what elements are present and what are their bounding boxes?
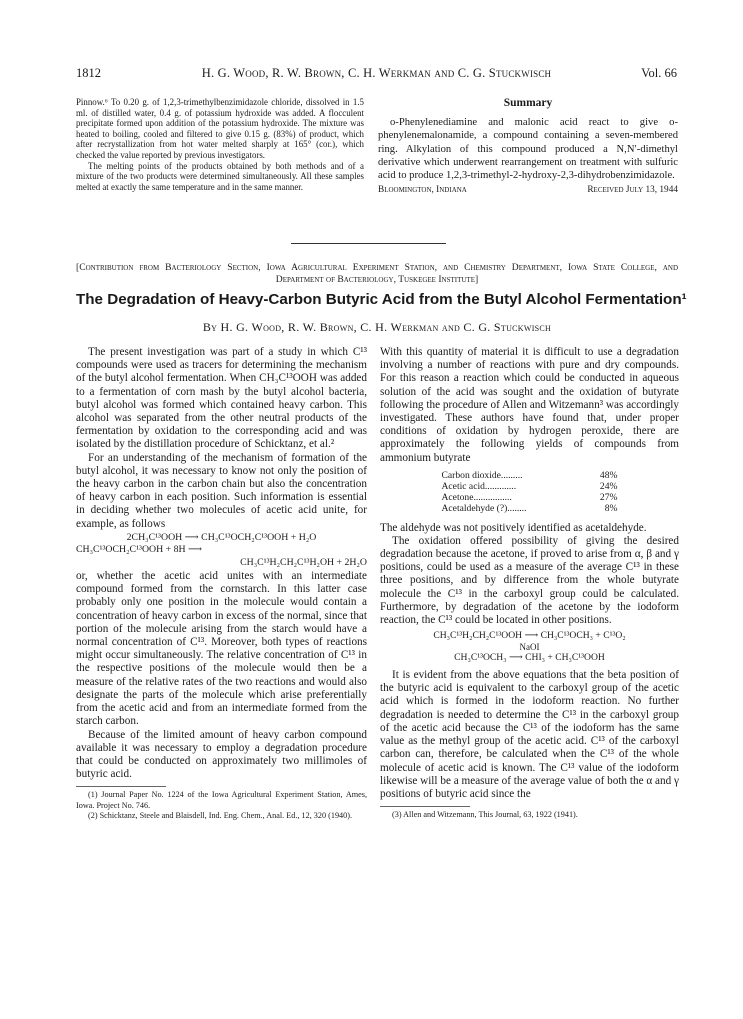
- yield-value: 27%: [599, 492, 618, 504]
- body-paragraph: or, whether the acetic acid unites with an intermediate compound formed from the cornstarch. In this latter case probably only one position in the molecule would contain a concentration of heavy carbon in excess of the normal, since that portion of the molecule arising from the starch would have a normal concentration of C¹³. Moreover, both types of reactions might occur simultaneously. The relative concentration of C¹³ in the respective positions of the molecule would then be a measure of the relative rates of the two reactions and would also designate the parts of the molecule which arise preferentially from the acetic acid and from an intermediate formed from the starch carbon.: [76, 570, 367, 728]
- yield-row: [442, 481, 618, 492]
- yields-table: [442, 470, 618, 515]
- yield-label: Acetone................: [441, 492, 512, 504]
- summary-heading: Summary: [503, 97, 553, 109]
- body-paragraph: The present investigation was part of a study in which C¹³ compounds were used as tracers for determining the mechanism of the butyl alcohol fermentation. When CH₃C¹³OOH was added to a fermentation of corn mash by the butyl alcohol bacteria, butyl alcohol was formed which contained heavy carbon. This alcohol was separated from the other neutral products of the fermentation by oxidation to the corresponding acid and was isolated by the distillation procedure of Schicktanz, et al.²: [76, 346, 367, 451]
- previous-article-end: [76, 97, 364, 192]
- right-column: [380, 346, 679, 820]
- yield-row: [442, 492, 618, 503]
- yield-row: [442, 470, 618, 481]
- yield-label: Carbon dioxide.........: [441, 469, 523, 481]
- volume-label: Vol. 66: [641, 66, 677, 80]
- summary-footer: [378, 184, 678, 197]
- equation-block: [76, 532, 367, 569]
- body-paragraph: It is evident from the above equations that the beta position of the butyric acid is equivalent to the carboxyl group of the acetic acid which is formed in the iodoform reaction. No further degradation is needed to determine the C¹³ in the carboxyl group of the acetic acid because the C¹³ of the iodoform has the same value as the methyl group of the acetic acid. C¹³ of the carboxyl carbon can, therefore, be calculated when the C¹³ of the whole molecule of acetic acid is known. The C¹³ value of the iodoform likewise will be a measure of the average value of both the α and γ positions of butyric acid since the: [380, 669, 679, 800]
- yield-value: 24%: [599, 481, 618, 493]
- body-paragraph: For an understanding of the mechanism of formation of the butyl alcohol, it was necessary to know not only the position of the heavy carbon in the carbon chain but also the concentration of heavy carbon in each position. Such information is essential in deciding whether two molecules of acetic acid unite, for example, as follows: [76, 451, 367, 530]
- prev-paragraph-1: Pinnow.⁶ To 0.20 g. of 1,2,3-trimethylbenzimidazole chloride, dissolved in 1.5 ml. of distilled water, 0.4 g. of potassium hydroxide was added. A flocculent precipitate formed upon addition of the potassium hydroxide. The mixture was heated to boiling, cooled and filtered to give 0.15 g. (83%) of product, which after recrystallization from hot water melted sharply at 165° (cor.), which checked the value reported by previous investigators.: [76, 97, 364, 160]
- equation: CH₃C¹³H₂CH₂C¹³H₂OH + 2H₂O: [240, 556, 367, 568]
- contribution-note: [Contribution from Bacteriology Section, Iowa Agricultural Experiment Station, and Chemistry Department, Iowa State College, and Department of Bacteriology, Tuskegee Institute]: [76, 262, 678, 286]
- body-paragraph: The oxidation offered possibility of giving the desired degradation because the acetone, if proved to arise from α, β and γ positions, could be used as a measure of the average C¹³ in these three positions, and by difference from the whole butyrate molecule the C¹³ in the carboxyl group could be calculated. Furthermore, by degradation of the acetone by the iodoform reaction, the C¹³ could be located in other positions.: [380, 534, 679, 627]
- yield-value: 8%: [604, 503, 618, 515]
- page-number: 1812: [76, 66, 101, 80]
- equation: CH₃C¹³H₂CH₂C¹³OOH ⟶ CH₃C¹³OCH₃ + C¹³O₂: [433, 630, 626, 642]
- equation: CH₃C¹³OCH₃ ⟶ CHI₃ + CH₃C¹³OOH: [454, 651, 605, 663]
- page-header: [76, 66, 677, 84]
- body-paragraph: Because of the limited amount of heavy carbon compound available it was necessary to employ a degradation procedure that could be conducted on approximately two millimoles of butyric acid.: [76, 728, 367, 781]
- body-paragraph: With this quantity of material it is difficult to use a degradation involving a number of reactions with pure and dry compounds. For this reason a reaction which could be conducted in aqueous solution of the acid was sought and the oxidation of butyrate following the procedure of Allen and Witzemann³ was accordingly investigated. These authors have found that, under proper conditions of oxidation by hydrogen peroxide, there are approximately the following yields of compounds from ammonium butyrate: [380, 346, 679, 464]
- equation-block: [380, 630, 679, 664]
- article-byline: By H. G. Wood, R. W. Brown, C. H. Werkman and C. G. Stuckwisch: [202, 320, 552, 334]
- running-head-authors: H. G. Wood, R. W. Brown, C. H. Werkman and C. G. Stuckwisch: [201, 66, 552, 80]
- footnote: (2) Schicktanz, Steele and Blaisdell, Ind. Eng. Chem., Anal. Ed., 12, 320 (1940).: [88, 810, 352, 820]
- yield-value: 48%: [599, 469, 618, 481]
- body-paragraph: The aldehyde was not positively identified as acetaldehyde.: [380, 521, 647, 534]
- article-separator: [291, 243, 446, 244]
- footnote-rule: [380, 806, 470, 807]
- summary-section: [378, 97, 678, 197]
- footnote: (1) Journal Paper No. 1224 of the Iowa Agricultural Experiment Station, Ames, Iowa. Project No. 746.: [76, 790, 367, 810]
- article-title: The Degradation of Heavy-Carbon Butyric Acid from the Butyl Alcohol Fermentation¹: [76, 291, 687, 308]
- yield-label: Acetaldehyde (?)........: [441, 503, 527, 515]
- left-column: [76, 346, 367, 821]
- location: Bloomington, Indiana: [378, 185, 467, 196]
- footnote: (3) Allen and Witzemann, This Journal, 63, 1922 (1941).: [392, 810, 578, 820]
- footnote-rule: [76, 786, 166, 787]
- prev-paragraph-2: The melting points of the products obtained by both methods and of a mixture of the two products were determined simultaneously. All these samples melted at exactly the same temperature and in the same manner.: [76, 160, 364, 192]
- reagent-label: NaOI: [519, 641, 540, 652]
- received-date: Received July 13, 1944: [587, 185, 678, 196]
- yield-label: Acetic acid.............: [441, 481, 517, 493]
- equation: 2CH₃C¹³OOH ⟶ CH₃C¹³OCH₂C¹³OOH + H₂O: [126, 531, 317, 543]
- equation: CH₃C¹³OCH₂C¹³OOH + 8H ⟶: [76, 544, 203, 556]
- summary-text: o-Phenylenediamine and malonic acid react to give o-phenylenemalonamide, a compound containing a seven-membered ring. Alkylation of this compound produced a N,N′-dimethyl derivative which underwent rearrangement on treatment with sulfuric acid to produce 1,2,3-trimethyl-2-hydroxy-2,3-dihydrobenzimidazole.: [378, 117, 678, 182]
- yield-row: [442, 503, 618, 514]
